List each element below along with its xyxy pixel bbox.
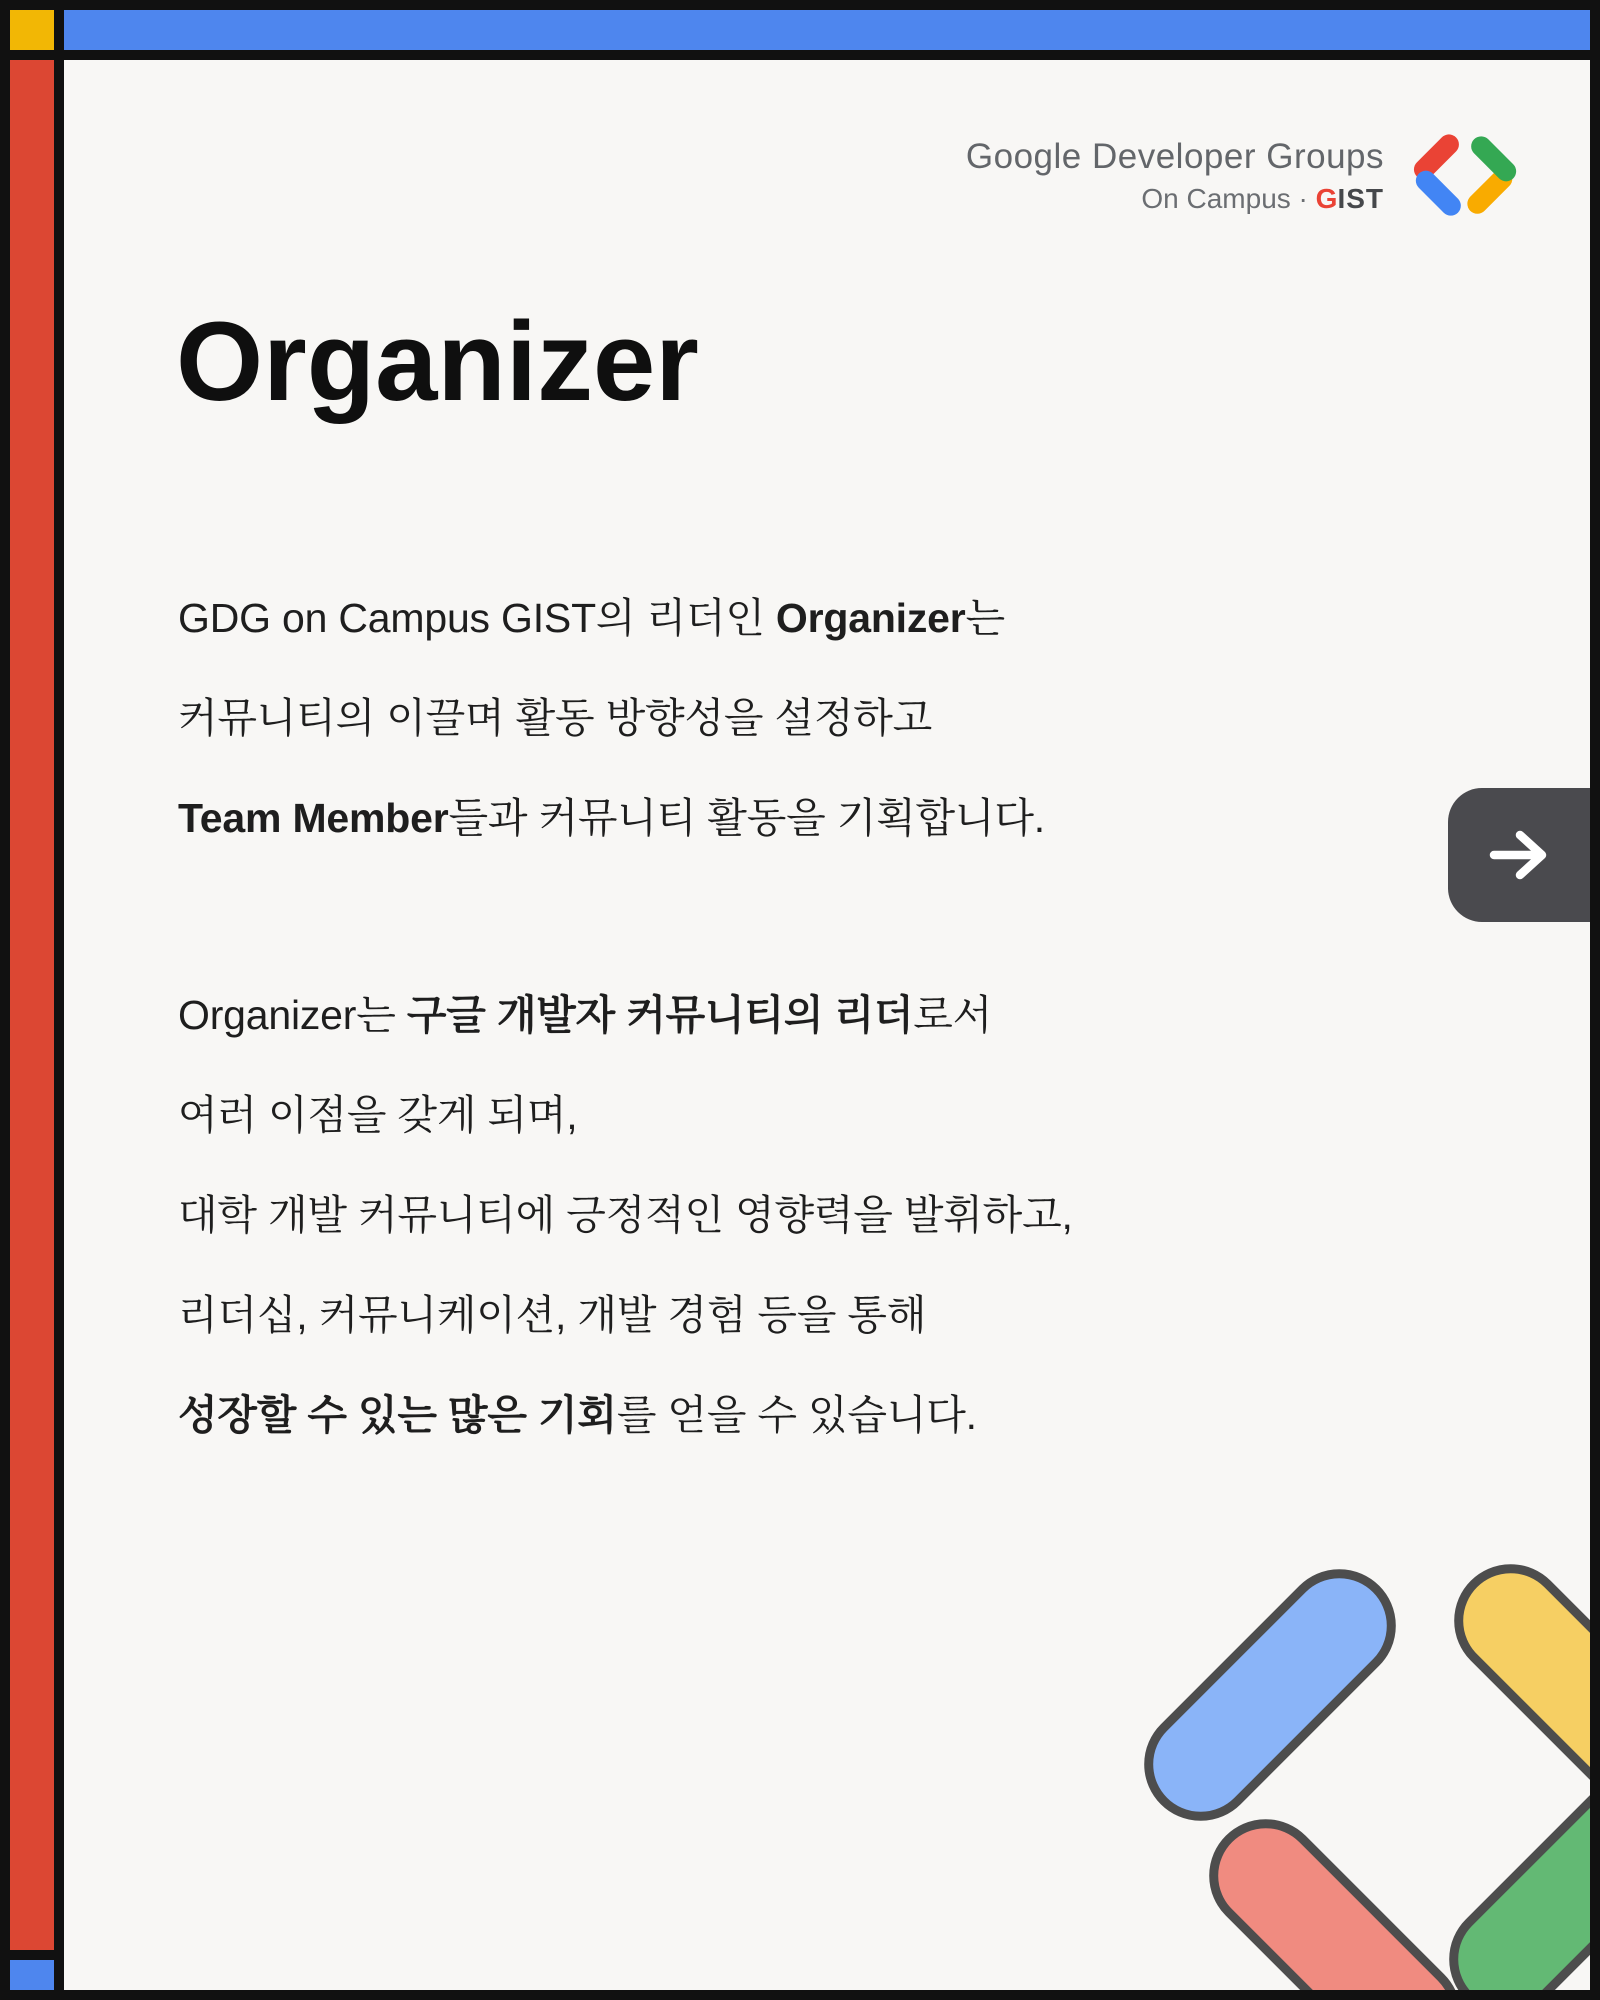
text-segment: 로서 — [913, 992, 993, 1038]
text-segment: Organizer는 — [178, 992, 407, 1038]
text-segment: 들과 커뮤니티 활동을 기획합니다. — [448, 795, 1045, 841]
text-segment-bold: 구글 개발자 커뮤니티의 리더 — [406, 992, 914, 1038]
text-line — [178, 768, 1073, 868]
body-text — [178, 568, 1073, 1465]
text-segment: GDG on Campus GIST의 리더인 — [178, 595, 776, 641]
text-line — [178, 1265, 1073, 1365]
text-segment: 대학 개발 커뮤니티에 긍정적인 영향력을 발휘하고, — [178, 1192, 1073, 1238]
text-line — [178, 668, 1073, 768]
frame-accent-red-bar — [10, 60, 54, 1950]
text-line — [178, 1065, 1073, 1165]
page-title: Organizer — [176, 299, 699, 424]
text-line — [178, 1365, 1073, 1465]
gdg-brackets-decoration — [1130, 1560, 1590, 1990]
gdg-logo-line1: Google Developer Groups — [965, 137, 1384, 176]
text-segment: 를 얻을 수 있습니다. — [616, 1392, 977, 1438]
paragraph — [178, 568, 1073, 868]
paragraph — [178, 965, 1073, 1465]
next-slide-button[interactable] — [1448, 788, 1590, 922]
text-segment: 는 — [965, 595, 1005, 641]
arrow-right-icon — [1484, 825, 1554, 885]
gdg-logo-lockup — [966, 132, 1528, 220]
text-line — [178, 568, 1073, 668]
text-segment: 커뮤니티의 이끌며 활동 방향성을 설정하고 — [178, 695, 933, 741]
text-line — [178, 1165, 1073, 1265]
gdg-logo-line2: On Campus · GIST — [1141, 183, 1384, 214]
text-segment: 여러 이점을 갖게 되며, — [178, 1092, 578, 1138]
text-segment-bold: Team Member — [178, 795, 449, 841]
gist-rest-letters: IST — [1337, 183, 1384, 214]
gdg-logo-text — [966, 137, 1384, 215]
text-line — [178, 965, 1073, 1065]
frame-accent-yellow-square — [10, 10, 54, 50]
content-card — [64, 60, 1590, 1990]
text-segment-bold: Organizer — [775, 595, 966, 641]
text-segment-bold: 성장할 수 있는 많은 기회 — [178, 1392, 617, 1438]
frame-accent-blue-square — [10, 1960, 54, 1990]
gdg-chevrons-icon — [1404, 132, 1528, 220]
text-segment: 리더십, 커뮤니케이션, 개발 경험 등을 통해 — [178, 1292, 927, 1338]
gist-g-letter: G — [1315, 183, 1338, 214]
frame-accent-blue-bar — [64, 10, 1590, 50]
